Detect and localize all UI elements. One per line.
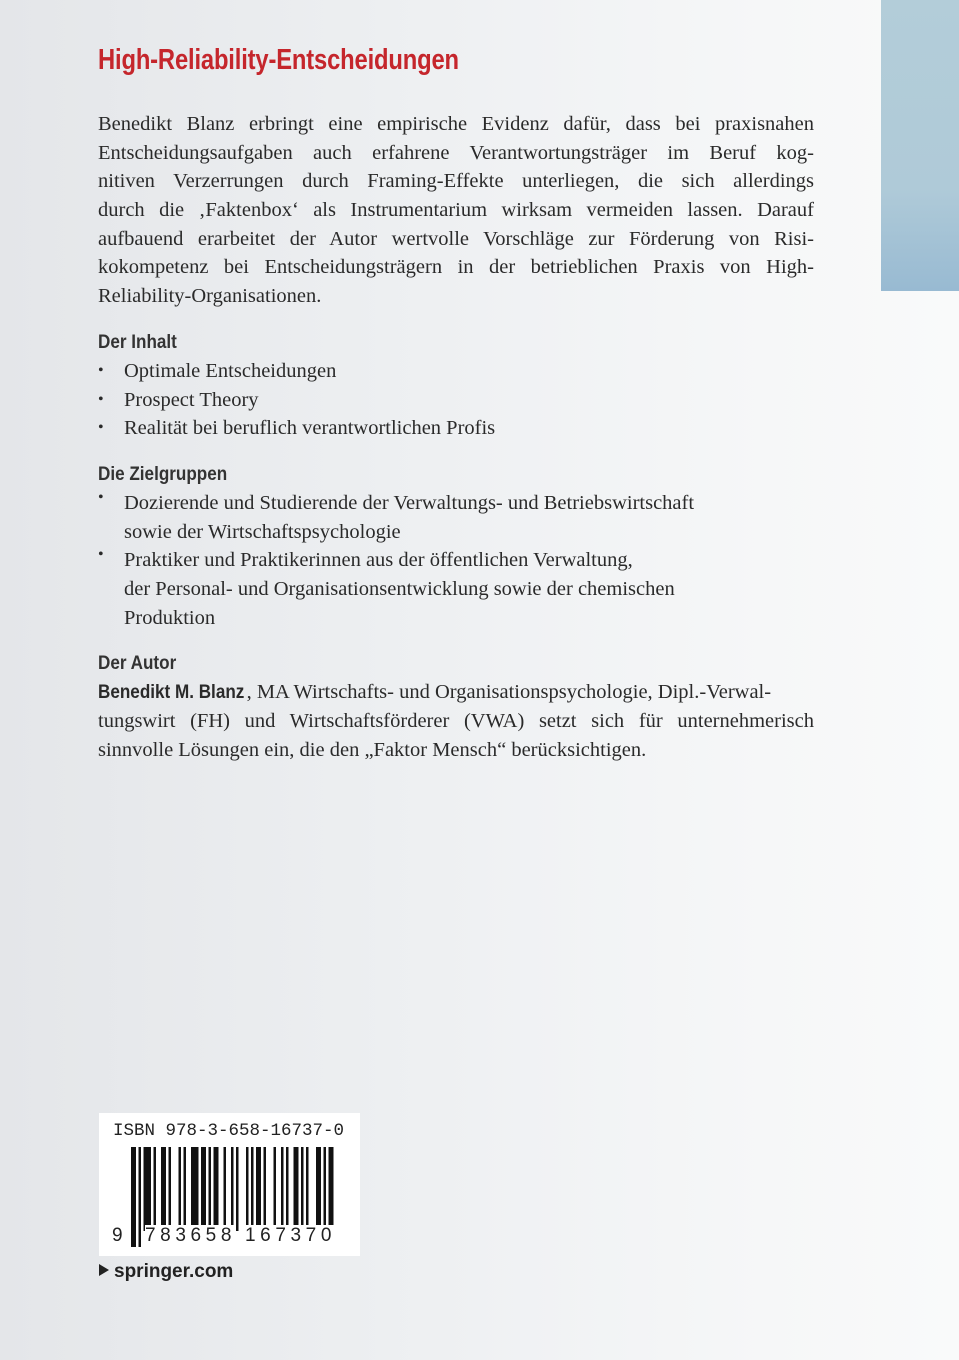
barcode-digit-first: 9 <box>112 1225 128 1246</box>
barcode-bar <box>209 1147 212 1231</box>
barcode-digits-left: 783658 <box>145 1225 237 1246</box>
barcode-bar <box>139 1147 142 1247</box>
text-line: • Praktiker und Praktikerinnen aus der öffentlichen Verwaltung, <box>124 549 633 572</box>
text-line: Entscheidungsaufgaben auch erfahrene Verantwortungsträger im Beruf kog- <box>98 141 814 164</box>
barcode-bar <box>306 1147 309 1231</box>
color-tab <box>881 0 959 291</box>
section-heading: Der Inhalt <box>98 331 177 353</box>
text-line: sowie der Wirtschaftspsychologie <box>124 520 401 543</box>
barcode-bar <box>201 1147 206 1231</box>
barcode-bar <box>191 1147 199 1231</box>
isbn-barcode <box>99 1113 360 1256</box>
section-heading: Der Autor <box>98 653 177 675</box>
text-line: aufbauend erarbeitet der Autor wertvolle Vorschläge zur Förderung von Risi- <box>98 227 814 250</box>
barcode-bar <box>301 1147 304 1231</box>
barcode-bar <box>169 1147 172 1231</box>
text-line: kokompetenz bei Entscheidungsträgern in der betrieblichen Praxis von High- <box>98 256 814 279</box>
text-line: sinnvolle Lösungen ein, die den „Faktor Mensch“ berücksichtigen. <box>98 738 647 761</box>
text-line: Benedikt Blanz erbringt eine empirische Evidenz dafür, dass bei praxisnahen <box>98 113 814 135</box>
barcode-bar <box>286 1147 289 1231</box>
barcode-bar <box>179 1147 182 1231</box>
barcode-bar <box>231 1147 234 1231</box>
text-line: tungswirt (FH) und Wirtschaftsförderer (VWA) setzt sich für unternehmerisch <box>98 710 814 732</box>
barcode-bar <box>144 1147 152 1231</box>
publisher-link[interactable] <box>99 1261 233 1283</box>
barcode-bar <box>294 1147 299 1231</box>
barcode-bar <box>316 1147 321 1231</box>
author-line <box>98 678 814 707</box>
barcode-bar <box>251 1147 254 1231</box>
play-arrow-icon <box>99 1264 109 1276</box>
barcode-bar <box>131 1147 136 1247</box>
text-line: • Dozierende und Studierende der Verwaltungs- und Betriebswirtschaft <box>124 491 695 514</box>
text-line: Produktion <box>124 606 216 629</box>
book-title: High-Reliability-Entscheidungen <box>98 44 459 76</box>
barcode-digits-right: 167370 <box>245 1225 337 1246</box>
back-cover-text <box>98 110 814 764</box>
barcode-bar <box>214 1147 219 1231</box>
publisher-url: springer.com <box>114 1261 234 1282</box>
barcode-bar <box>274 1147 277 1231</box>
list-item: • Prospect Theory <box>98 386 814 415</box>
intro-paragraph <box>98 110 814 311</box>
list-item: • Optimale Entscheidungen <box>98 357 814 386</box>
author-name: Benedikt M. Blanz <box>98 682 245 704</box>
barcode-bar <box>154 1147 157 1231</box>
barcode-bar <box>329 1147 334 1231</box>
list-item <box>98 546 814 632</box>
barcode-bar <box>256 1147 261 1231</box>
text-line: der Personal- und Organisationsentwicklung sowie der chemischen <box>124 577 675 600</box>
barcode-bar <box>236 1147 239 1231</box>
section-heading: Die Zielgruppen <box>98 463 228 485</box>
text-line: Reliability-Organisationen. <box>98 285 322 308</box>
list-item <box>98 489 814 546</box>
barcode-bar <box>184 1147 187 1231</box>
text-line: nitiven Verzerrungen durch Framing-Effekte unterliegen, die sich allerdings <box>98 170 814 193</box>
text-line: durch die ‚Faktenbox‘ als Instrumentarium wirksam vermeiden lassen. Darauf <box>98 199 814 222</box>
list-item: • Realität bei beruflich verantwortlichen Profis <box>98 414 814 443</box>
barcode-bar <box>324 1147 327 1231</box>
barcode-bar <box>246 1147 249 1231</box>
text-line: , MA Wirtschafts- und Organisationspsychologie, Dipl.-Verwal- <box>246 681 772 704</box>
barcode-bar <box>161 1147 166 1231</box>
barcode-bar <box>264 1147 267 1231</box>
isbn-label: ISBN 978-3-658-16737-0 <box>113 1121 345 1141</box>
barcode-bar <box>224 1147 227 1231</box>
